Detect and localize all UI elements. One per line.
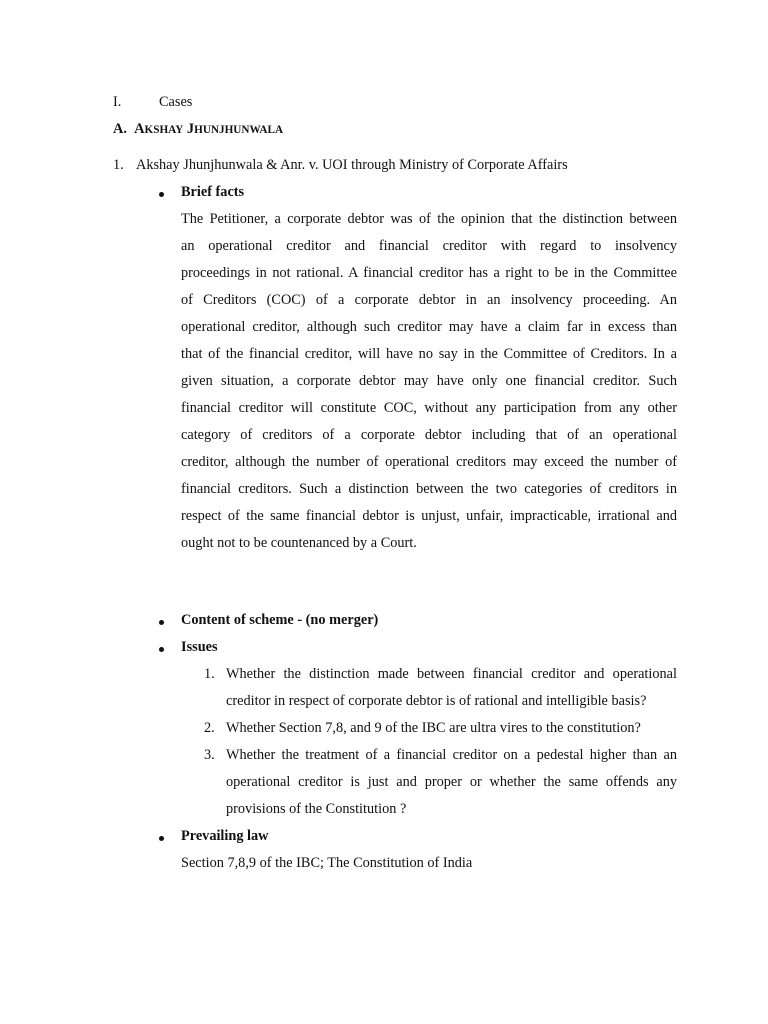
bullet-issues <box>159 647 164 652</box>
content-of-scheme-heading: Content of scheme - (no merger) <box>181 612 379 628</box>
brief-facts-line: given situation, a corporate debtor may have only one financial creditor. Such <box>181 373 677 389</box>
brief-facts-line: financial creditors. Such a distinction between the two categories of creditors in <box>181 481 677 497</box>
brief-facts-line: respect of the same financial debtor is unjust, unfair, impracticable, irrational and <box>181 508 677 524</box>
issue-line: operational creditor is just and proper or whether the same offends any <box>226 774 677 790</box>
brief-facts-line: category of creditors of a corporate debtor including that of an operational <box>181 427 677 443</box>
issue-line: creditor in respect of corporate debtor is of rational and intelligible basis? <box>226 693 647 709</box>
subsection-heading <box>113 116 283 144</box>
issue-line: Whether Section 7,8, and 9 of the IBC are ultra vires to the constitution? <box>226 720 641 736</box>
subsection-last-rest: HUNJHUNWALA <box>194 124 284 136</box>
subsection-first-rest: KSHAY <box>144 124 184 136</box>
brief-facts-line: ought not to be countenanced by a Court. <box>181 535 417 551</box>
subsection-initial-a: A <box>134 121 145 137</box>
issue-number: 2. <box>204 720 215 736</box>
brief-facts-line: of Creditors (COC) of a corporate debtor in an insolvency proceeding. An <box>181 292 677 308</box>
section-numeral: I. <box>113 94 122 110</box>
bullet-prevailing-law <box>159 836 164 841</box>
brief-facts-line: The Petitioner, a corporate debtor was of the opinion that the distinction between <box>181 211 677 227</box>
brief-facts-line: proceedings in not rational. A financial creditor has a right to be in the Committee <box>181 265 677 281</box>
prevailing-law-text: Section 7,8,9 of the IBC; The Constitution of India <box>181 855 473 871</box>
issue-line: Whether the distinction made between financial creditor and operational <box>226 666 677 682</box>
brief-facts-line: financial creditor will constitute COC, without any participation from any other <box>181 400 677 416</box>
subsection-letter: A. <box>113 121 127 137</box>
section-title: Cases <box>159 94 193 110</box>
bullet-brief-facts <box>159 192 164 197</box>
brief-facts-heading: Brief facts <box>181 184 245 200</box>
brief-facts-line: operational creditor, although such creditor may have a claim far in excess than <box>181 319 677 335</box>
subsection-initial-j: J <box>186 121 195 137</box>
case-number: 1. <box>113 157 124 173</box>
issue-line: provisions of the Constitution ? <box>226 801 407 817</box>
case-title: Akshay Jhunjhunwala & Anr. v. UOI through Ministry of Corporate Affairs <box>136 157 568 173</box>
brief-facts-line: creditor, although the number of operational creditors may exceed the number of <box>181 454 677 470</box>
issue-number: 3. <box>204 747 215 763</box>
bullet-content-of-scheme <box>159 620 164 625</box>
issue-number: 1. <box>204 666 215 682</box>
brief-facts-line: that of the financial creditor, will have no say in the Committee of Creditors. In a <box>181 346 677 362</box>
prevailing-law-heading: Prevailing law <box>181 828 269 844</box>
issues-heading: Issues <box>181 639 218 655</box>
brief-facts-line: an operational creditor and financial creditor with regard to insolvency <box>181 238 677 254</box>
issue-line: Whether the treatment of a financial creditor on a pedestal higher than an <box>226 747 677 763</box>
